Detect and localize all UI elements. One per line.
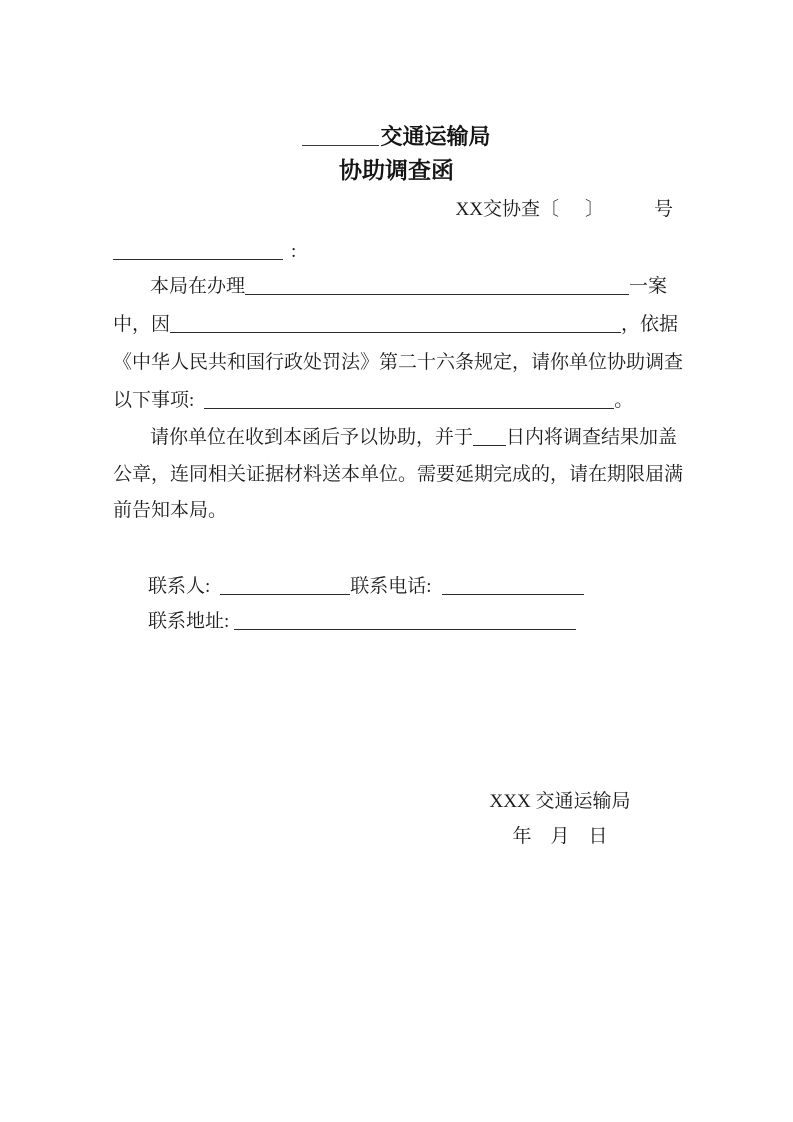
signature-unit: XXX 交通运输局 [489,791,631,812]
reason-blank-underline [170,332,621,333]
contact-person-line [148,576,677,598]
contact-address-label: 联系地址: [148,611,230,632]
contact-phone-blank-underline [442,594,584,595]
para1-line3: 《中华人民共和国行政处罚法》第二十六条规定，请你单位协助调查 [113,352,684,373]
contact-person-label: 联系人: [148,576,211,597]
para2-line1-text: 请你单位在收到本函后予以协助，并于 [150,427,474,448]
para1-line4-period: 。 [614,390,634,411]
para2-line3 [113,500,677,522]
unit-name-blank-underline [302,144,379,146]
signature-date: 年 月 日 [512,826,608,847]
letter-title: 协助调查函 [339,158,454,184]
para1-line2-end: ，依据 [620,314,678,335]
reference-number-left: XX交协查〔 [455,199,559,220]
contact-person-blank-underline [220,594,350,595]
addressee-line [113,241,677,263]
reference-number-bracket-close: 〕 [584,199,604,220]
para2-line1-end: 日内将调查结果加盖 [505,427,677,448]
para2-line1 [113,427,677,449]
para1-line1 [113,276,667,298]
para1-line2 [113,314,678,336]
para1-line1-text: 本局在办理 [150,276,246,297]
para1-line4-label: 以下事项: [113,390,195,411]
para1-line4 [113,390,677,412]
para1-line2-text: 中，因 [113,314,171,335]
days-blank-underline [473,445,506,446]
para2-line2: 公章，连同相关证据材料送本单位。需要延期完成的，请在期限届满 [113,464,684,485]
para1-line1-end: 一案 [628,276,667,297]
contact-address-blank-underline [234,629,576,630]
contact-phone-label: 联系电话: [350,576,432,597]
addressee-colon: : [291,241,297,262]
addressee-blank-underline [113,259,283,260]
case-name-blank-underline [245,294,629,295]
unit-title: 交通运输局 [380,125,491,150]
reference-number-suffix: 号 [653,199,673,220]
reference-number-line [113,199,673,221]
document-title-line [0,124,793,152]
matters-blank-underline [204,408,614,409]
contact-address-line [148,611,677,633]
para2-line3-text: 前告知本局。 [113,500,228,521]
